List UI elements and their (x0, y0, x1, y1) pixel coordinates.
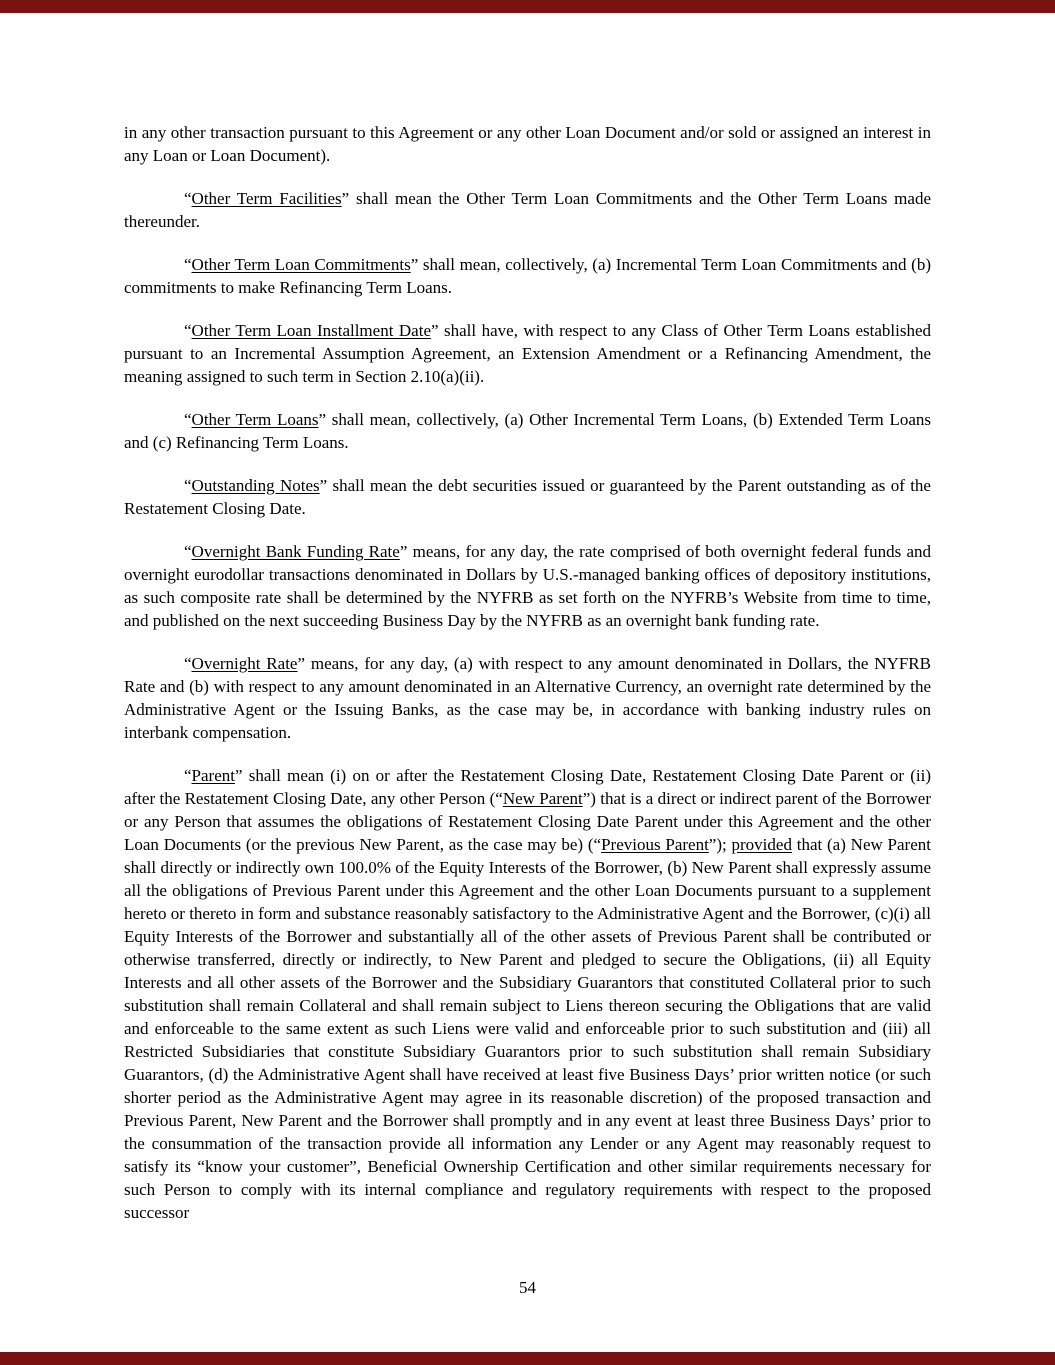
defined-term: Parent (191, 766, 235, 785)
paragraph (124, 652, 931, 744)
text-run: ” means, for any day, (a) with respect to any amount denominated in Dollars, the NYFRB Rate and (b) with respect to any amount denominated in an Alternative Currency, an overnight rate determined by the Administrative Agent or the Issuing Banks, as the case may be, in accordance with banking industry rules on interbank compensation. (124, 654, 931, 742)
text-run: that (a) New Parent shall directly or indirectly own 100.0% of the Equity Interests of the Borrower, (b) New Parent shall expressly assume all the obligations of Previous Parent under this Agreement and the other Loan Documents pursuant to a supplement hereto or thereto in form and substance reasonably satisfactory to the Administrative Agent and the Borrower, (c)(i) all Equity Interests of the Borrower and substantially all of the other assets of Previous Parent shall be contributed or otherwise transferred, directly or indirectly, to New Parent and pledged to secure the Obligations, (ii) all Equity Interests and all other assets of the Borrower and the Subsidiary Guarantors that constituted Collateral prior to such substitution shall remain Collateral and shall remain subject to Liens thereon securing the Obligations that are valid and enforceable to the same extent as such Liens were valid and enforceable prior to such substitution and (iii) all Restricted Subsidiaries that constitute Subsidiary Guarantors prior to such substitution shall remain Subsidiary Guarantors, (d) the Administrative Agent shall have received at least five Business Days’ prior written notice (or such shorter period as the Administrative Agent may agree in its reasonable discretion) of the proposed transaction and Previous Parent, New Parent and the Borrower shall promptly and in any event at least three Business Days’ prior to the consummation of the transaction provide all information any Lender or any Agent may reasonably request to satisfy its “know your customer”, Beneficial Ownership Certification and other similar requirements necessary for such Person to comply with its internal compliance and regulatory requirements with respect to the proposed successor (124, 835, 931, 1222)
defined-term: Overnight Bank Funding Rate (191, 542, 400, 561)
defined-term: provided (731, 835, 792, 854)
paragraph (124, 764, 931, 1224)
paragraph (124, 408, 931, 454)
defined-term: New Parent (502, 789, 583, 808)
page-number: 54 (519, 1278, 536, 1297)
text-run: ” shall mean (i) on or after the Restatement Closing Date, Restatement Closing Date Parent or (ii) after the Restatement Closing Date, any other Person (“ (124, 766, 931, 808)
text-run: “ (184, 321, 192, 340)
defined-term: Other Term Loan Installment Date (191, 321, 431, 340)
text-run: ” shall mean the Other Term Loan Commitments and the Other Term Loans made thereunder. (124, 189, 931, 231)
text-run: “ (184, 476, 192, 495)
defined-term: Overnight Rate (191, 654, 298, 673)
text-run: “ (184, 189, 192, 208)
paragraph (124, 187, 931, 233)
defined-term: Previous Parent (601, 835, 709, 854)
text-run: “ (184, 255, 192, 274)
text-run: ” shall have, with respect to any Class of Other Term Loans established pursuant to an Incremental Assumption Agreement, an Extension Amendment or a Refinancing Amendment, the meaning assigned to such term in Section 2.10(a)(ii). (124, 321, 931, 386)
defined-term: Other Term Loans (191, 410, 319, 429)
paragraph (124, 253, 931, 299)
paragraph (124, 319, 931, 388)
document-body (124, 121, 931, 1244)
text-run: ”) that is a direct or indirect parent of the Borrower or any Person that assumes the obligations of Restatement Closing Date Parent under this Agreement and the other Loan Documents (or the previous New Parent, as the case may be) (“ (124, 789, 932, 854)
text-run: ” shall mean, collectively, (a) Other Incremental Term Loans, (b) Extended Term Loans and (c) Refinancing Term Loans. (124, 410, 931, 452)
paragraph (124, 121, 931, 167)
text-run: in any other transaction pursuant to this Agreement or any other Loan Document and/or sold or assigned an interest in any Loan or Loan Document). (124, 123, 931, 165)
text-run: “ (184, 654, 192, 673)
text-run: “ (184, 542, 192, 561)
text-run: “ (184, 410, 192, 429)
text-run: ” means, for any day, the rate comprised of both overnight federal funds and overnight eurodollar transactions denominated in Dollars by U.S.-managed banking offices of depository institutions, as such composite rate shall be determined by the NYFRB as set forth on the NYFRB’s Website from time to time, and published on the next succeeding Business Day by the NYFRB as an overnight bank funding rate. (124, 542, 931, 630)
page-top-edge-bar (0, 0, 1055, 13)
text-run: ” shall mean, collectively, (a) Incremental Term Loan Commitments and (b) commitments to make Refinancing Term Loans. (124, 255, 931, 297)
defined-term: Other Term Loan Commitments (191, 255, 411, 274)
paragraph (124, 540, 931, 632)
defined-term: Outstanding Notes (191, 476, 320, 495)
text-run: “ (184, 766, 192, 785)
defined-term: Other Term Facilities (191, 189, 342, 208)
page-bottom-edge-bar (0, 1352, 1055, 1365)
text-run: ”); (708, 835, 732, 854)
paragraph (124, 474, 931, 520)
text-run: ” shall mean the debt securities issued or guaranteed by the Parent outstanding as of the Restatement Closing Date. (124, 476, 931, 518)
